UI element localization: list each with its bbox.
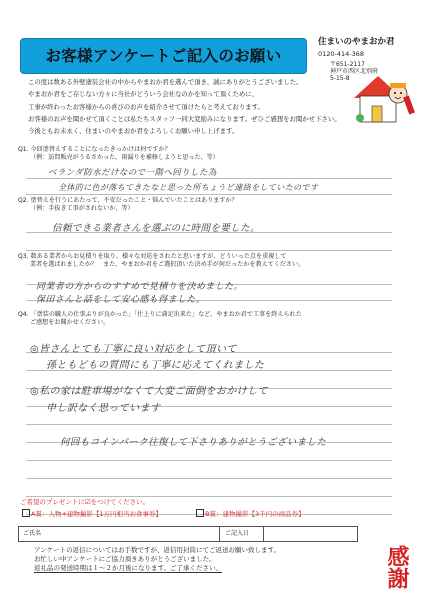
option-b-label: B賞：建物撮影【3千円の商品券】 (205, 510, 305, 518)
date-label: ご記入日 (225, 530, 250, 537)
footer-line-3: 返礼品の発送時期は１～２か月後になります。ご了承ください。 (34, 564, 222, 572)
intro-line: お客様のお声を聞かせて頂くことは私たちスタッフ一同大変励みになります。ぜひご感想をお聞かせ下さい。 (28, 114, 341, 123)
address-line-2: 5-15-8 (330, 75, 350, 82)
date-field[interactable] (267, 527, 353, 541)
intro-line: やまおか君をご存じない方々に当社がどういう会社なのかを知って頂くために、 (28, 90, 259, 99)
address-line-1: 神戸市西区北別府 (330, 68, 379, 75)
question-example: （例：手抜き工事がされないか、等） (30, 205, 134, 212)
name-label: ご氏名 (23, 530, 42, 537)
footer-line-2: お忙しい中アンケートにご協力頂きありがとうございました。 (34, 555, 216, 563)
question-text: Q3. 数ある業者からお見積りを取り、様々な対応をされたと思いますが、どういった点を重視して (18, 253, 287, 260)
question-example: （例：訪問販売がうるさかった、雨漏りを補修しようと思った、等） (30, 154, 219, 161)
intro-line: 工事が終わったお客様からの喜びのお声を紹介させて頂けたらと考えております。 (28, 102, 264, 111)
answer-4-line-5: 何回もコインパーク往復して下さりありがとうございました (60, 437, 327, 448)
answer-4-line-4: 申し訳なく思っています (46, 403, 161, 414)
question-text: Q4. 「塗装の職人の仕事ぶりが良かった」「仕上りに満足出来た」など、やまおか君で工事を終えられた (18, 311, 302, 318)
answer-3-line-2: 保田さんと話をして安心感も得ました。 (36, 295, 206, 305)
intro-text (28, 76, 341, 137)
checkbox-a[interactable] (22, 509, 30, 517)
present-option-b[interactable] (196, 509, 305, 518)
title-banner (20, 38, 307, 74)
signature-box (18, 526, 358, 542)
footer-line-1: アンケートの返信についてはお手数ですが、返信用封筒にてご返送お願い致します。 (34, 546, 280, 554)
question-text: Q1. 今回塗替えすることになったきっかけは何ですか？ (18, 146, 171, 153)
answer-4-line-3: ◎私の家は駐車場がなくて大変ご面倒をおかけして (30, 386, 268, 397)
answer-3-line-1: 同業者の方からのすすめで見積りを決めました。 (36, 282, 243, 292)
option-a-label: A賞：人物+建物撮影【1万円相当お食事券】 (31, 510, 163, 518)
question-2 (18, 197, 238, 213)
present-heading: ご希望のプレゼントに☑をつけてください。 (20, 498, 150, 506)
answer-1-line-1: ベランダ防水だけなので一階へ回りした為 (48, 168, 217, 178)
question-example: ご感想をお聞かせください。 (30, 319, 110, 326)
company-phone: 0120-414-368 (318, 50, 365, 58)
present-option-a[interactable] (22, 509, 162, 518)
question-3 (18, 253, 304, 269)
answer-1-line-2: 全体的に色が落ちてきたなと思った所ちょうど連絡をしていたのです (58, 183, 319, 192)
kansha-stamp: 感謝 (384, 545, 410, 589)
question-4 (18, 311, 302, 327)
answer-4-line-1: ◎皆さんとても丁寧に良い対応をして頂いて (30, 344, 237, 355)
checkbox-b[interactable] (196, 509, 204, 517)
page-title: お客様アンケートご記入のお願い (45, 47, 282, 65)
postal-code: 〒651-2117 (330, 61, 365, 68)
answer-2-line-1: 信頼できる業者さんを選ぶのに時間を要した。 (52, 223, 260, 234)
question-1 (18, 146, 219, 162)
mascot-icon (348, 66, 416, 128)
company-name: 住まいのやまおか君 (318, 37, 395, 47)
question-text: Q2. 塗替えを行うにあたって、不安だったこと・悩んでいたことはありますか？ (18, 197, 238, 204)
name-field[interactable] (55, 527, 215, 541)
intro-line: この度は数ある外壁塗装会社の中からやまおか君を選んで頂き、誠にありがとうございました。 (28, 78, 303, 86)
question-example: 業者を選ばれましたか？ また、やまおか君をご選択頂いた決め手が何だったかを教えてください。 (30, 261, 305, 268)
intro-line: 今後ともお末永く、住まいのやまおか君をよろしくお願い申し上げます。 (28, 127, 239, 136)
answer-4-line-2: 孫ともどもの質問にも丁寧に応えてくれました (46, 360, 265, 371)
